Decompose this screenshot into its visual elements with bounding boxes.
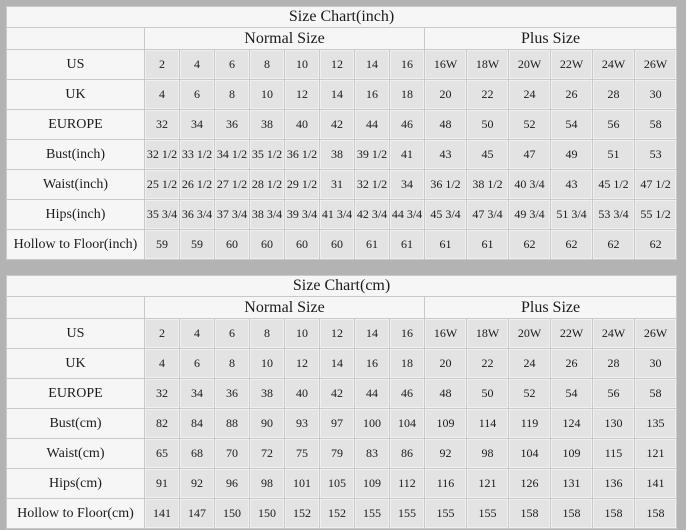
size-value-cell: 4 [180, 50, 215, 80]
size-value-cell: 97 [320, 409, 355, 439]
size-value-cell: 147 [180, 499, 215, 529]
size-value-cell: 29 1/2 [285, 170, 320, 200]
size-value-cell: 26W [635, 50, 677, 80]
size-value-cell: 44 [355, 379, 390, 409]
size-value-cell: 26 [551, 349, 593, 379]
size-group-header-row [7, 28, 677, 50]
size-value-cell: 43 [425, 140, 467, 170]
size-value-cell: 46 [390, 379, 425, 409]
size-value-cell: 33 1/2 [180, 140, 215, 170]
size-value-cell: 155 [425, 499, 467, 529]
size-value-cell: 8 [215, 349, 250, 379]
size-value-cell: 72 [250, 439, 285, 469]
size-value-cell: 12 [320, 50, 355, 80]
size-value-cell: 39 3/4 [285, 200, 320, 230]
size-value-cell: 75 [285, 439, 320, 469]
size-value-cell: 51 [593, 140, 635, 170]
corner-cell [7, 28, 145, 50]
size-value-cell: 24W [593, 319, 635, 349]
table-separator [6, 260, 686, 275]
size-chart-inch-body [7, 50, 677, 260]
size-value-cell: 42 [320, 110, 355, 140]
size-value-cell: 79 [320, 439, 355, 469]
table-row [7, 200, 677, 230]
size-group-header-row [7, 297, 677, 319]
size-value-cell: 62 [551, 230, 593, 260]
size-value-cell: 22 [467, 349, 509, 379]
table-row [7, 50, 677, 80]
table-row [7, 469, 677, 499]
size-value-cell: 121 [635, 439, 677, 469]
size-value-cell: 50 [467, 379, 509, 409]
row-label: UK [7, 349, 145, 379]
size-value-cell: 22W [551, 50, 593, 80]
size-value-cell: 34 [180, 110, 215, 140]
row-label: Hollow to Floor(inch) [7, 230, 145, 260]
size-value-cell: 62 [635, 230, 677, 260]
size-value-cell: 24 [509, 349, 551, 379]
size-value-cell: 18W [467, 319, 509, 349]
size-value-cell: 20W [509, 50, 551, 80]
size-value-cell: 16 [390, 50, 425, 80]
size-value-cell: 16 [355, 80, 390, 110]
size-value-cell: 8 [250, 319, 285, 349]
size-value-cell: 10 [250, 349, 285, 379]
size-value-cell: 16 [355, 349, 390, 379]
table-row [7, 110, 677, 140]
size-value-cell: 52 [509, 379, 551, 409]
size-value-cell: 16W [425, 50, 467, 80]
size-value-cell: 109 [425, 409, 467, 439]
size-value-cell: 26 1/2 [180, 170, 215, 200]
size-value-cell: 150 [215, 499, 250, 529]
size-value-cell: 60 [215, 230, 250, 260]
size-value-cell: 38 [250, 379, 285, 409]
size-value-cell: 4 [145, 349, 180, 379]
size-value-cell: 10 [285, 50, 320, 80]
group-header-normal-size: Normal Size [145, 297, 425, 319]
size-value-cell: 20W [509, 319, 551, 349]
size-value-cell: 109 [551, 439, 593, 469]
size-value-cell: 58 [635, 379, 677, 409]
size-value-cell: 28 [593, 349, 635, 379]
size-value-cell: 98 [250, 469, 285, 499]
size-value-cell: 56 [593, 379, 635, 409]
size-value-cell: 35 3/4 [145, 200, 180, 230]
size-value-cell: 131 [551, 469, 593, 499]
size-chart-cm-table [6, 275, 677, 529]
size-value-cell: 45 1/2 [593, 170, 635, 200]
size-value-cell: 40 3/4 [509, 170, 551, 200]
size-value-cell: 40 [285, 379, 320, 409]
size-value-cell: 141 [635, 469, 677, 499]
size-value-cell: 30 [635, 80, 677, 110]
size-chart-cm-body [7, 319, 677, 529]
size-value-cell: 109 [355, 469, 390, 499]
size-value-cell: 52 [509, 110, 551, 140]
size-value-cell: 36 [215, 110, 250, 140]
group-header-plus-size: Plus Size [425, 297, 677, 319]
size-value-cell: 18 [390, 80, 425, 110]
size-value-cell: 88 [215, 409, 250, 439]
size-value-cell: 42 3/4 [355, 200, 390, 230]
size-value-cell: 42 [320, 379, 355, 409]
size-value-cell: 12 [285, 80, 320, 110]
size-value-cell: 44 [355, 110, 390, 140]
corner-cell [7, 297, 145, 319]
row-label: Waist(cm) [7, 439, 145, 469]
size-value-cell: 53 3/4 [593, 200, 635, 230]
size-value-cell: 93 [285, 409, 320, 439]
size-value-cell: 155 [390, 499, 425, 529]
size-value-cell: 91 [145, 469, 180, 499]
size-value-cell: 86 [390, 439, 425, 469]
size-value-cell: 44 3/4 [390, 200, 425, 230]
size-value-cell: 32 1/2 [355, 170, 390, 200]
row-label: US [7, 50, 145, 80]
size-value-cell: 155 [467, 499, 509, 529]
size-value-cell: 53 [635, 140, 677, 170]
size-value-cell: 61 [355, 230, 390, 260]
size-value-cell: 8 [250, 50, 285, 80]
size-value-cell: 36 1/2 [285, 140, 320, 170]
size-value-cell: 25 1/2 [145, 170, 180, 200]
table-row [7, 140, 677, 170]
row-label: UK [7, 80, 145, 110]
size-value-cell: 101 [285, 469, 320, 499]
size-chart-inch-table [6, 6, 677, 260]
size-value-cell: 4 [180, 319, 215, 349]
size-value-cell: 150 [250, 499, 285, 529]
size-value-cell: 55 1/2 [635, 200, 677, 230]
table-row [7, 170, 677, 200]
size-value-cell: 121 [467, 469, 509, 499]
row-label: US [7, 319, 145, 349]
table-row [7, 499, 677, 529]
size-value-cell: 18 [390, 349, 425, 379]
size-value-cell: 30 [635, 349, 677, 379]
size-value-cell: 158 [635, 499, 677, 529]
size-value-cell: 96 [215, 469, 250, 499]
size-value-cell: 84 [180, 409, 215, 439]
size-value-cell: 48 [425, 110, 467, 140]
size-value-cell: 36 3/4 [180, 200, 215, 230]
size-value-cell: 6 [215, 319, 250, 349]
size-value-cell: 104 [390, 409, 425, 439]
size-value-cell: 20 [425, 349, 467, 379]
size-value-cell: 124 [551, 409, 593, 439]
size-value-cell: 2 [145, 319, 180, 349]
size-value-cell: 130 [593, 409, 635, 439]
size-value-cell: 43 [551, 170, 593, 200]
row-label: Bust(cm) [7, 409, 145, 439]
size-value-cell: 39 1/2 [355, 140, 390, 170]
size-value-cell: 46 [390, 110, 425, 140]
size-value-cell: 4 [145, 80, 180, 110]
size-value-cell: 31 [320, 170, 355, 200]
table-row [7, 409, 677, 439]
size-value-cell: 16W [425, 319, 467, 349]
size-value-cell: 14 [320, 80, 355, 110]
size-value-cell: 26 [551, 80, 593, 110]
group-header-plus-size: Plus Size [425, 28, 677, 50]
size-value-cell: 45 3/4 [425, 200, 467, 230]
size-value-cell: 49 3/4 [509, 200, 551, 230]
table-row [7, 230, 677, 260]
row-label: EUROPE [7, 379, 145, 409]
size-value-cell: 22 [467, 80, 509, 110]
size-value-cell: 62 [509, 230, 551, 260]
table-title: Size Chart(inch) [7, 7, 677, 28]
size-value-cell: 41 [390, 140, 425, 170]
size-value-cell: 35 1/2 [250, 140, 285, 170]
size-value-cell: 10 [250, 80, 285, 110]
size-value-cell: 59 [180, 230, 215, 260]
size-value-cell: 152 [320, 499, 355, 529]
size-value-cell: 38 3/4 [250, 200, 285, 230]
size-value-cell: 158 [509, 499, 551, 529]
size-value-cell: 48 [425, 379, 467, 409]
size-value-cell: 20 [425, 80, 467, 110]
size-value-cell: 49 [551, 140, 593, 170]
size-value-cell: 40 [285, 110, 320, 140]
size-value-cell: 126 [509, 469, 551, 499]
size-value-cell: 27 1/2 [215, 170, 250, 200]
size-value-cell: 14 [355, 319, 390, 349]
size-value-cell: 60 [320, 230, 355, 260]
row-label: Hips(cm) [7, 469, 145, 499]
size-value-cell: 119 [509, 409, 551, 439]
size-value-cell: 152 [285, 499, 320, 529]
size-value-cell: 61 [467, 230, 509, 260]
size-value-cell: 6 [215, 50, 250, 80]
table-row [7, 379, 677, 409]
size-value-cell: 6 [180, 80, 215, 110]
size-value-cell: 12 [320, 319, 355, 349]
size-value-cell: 83 [355, 439, 390, 469]
size-value-cell: 61 [390, 230, 425, 260]
size-value-cell: 32 1/2 [145, 140, 180, 170]
size-value-cell: 135 [635, 409, 677, 439]
size-value-cell: 68 [180, 439, 215, 469]
size-value-cell: 28 1/2 [250, 170, 285, 200]
size-value-cell: 62 [593, 230, 635, 260]
size-value-cell: 158 [551, 499, 593, 529]
size-value-cell: 18W [467, 50, 509, 80]
table-title: Size Chart(cm) [7, 276, 677, 297]
size-value-cell: 6 [180, 349, 215, 379]
size-value-cell: 22W [551, 319, 593, 349]
size-value-cell: 47 3/4 [467, 200, 509, 230]
size-value-cell: 54 [551, 110, 593, 140]
table-title-row [7, 7, 677, 28]
size-value-cell: 104 [509, 439, 551, 469]
size-value-cell: 82 [145, 409, 180, 439]
size-value-cell: 90 [250, 409, 285, 439]
row-label: EUROPE [7, 110, 145, 140]
table-title-row [7, 276, 677, 297]
table-row [7, 349, 677, 379]
size-value-cell: 158 [593, 499, 635, 529]
size-value-cell: 116 [425, 469, 467, 499]
size-value-cell: 12 [285, 349, 320, 379]
size-value-cell: 58 [635, 110, 677, 140]
row-label: Hips(inch) [7, 200, 145, 230]
size-value-cell: 14 [320, 349, 355, 379]
size-value-cell: 136 [593, 469, 635, 499]
size-value-cell: 115 [593, 439, 635, 469]
group-header-normal-size: Normal Size [145, 28, 425, 50]
size-value-cell: 26W [635, 319, 677, 349]
size-value-cell: 114 [467, 409, 509, 439]
size-value-cell: 38 [250, 110, 285, 140]
size-value-cell: 56 [593, 110, 635, 140]
size-value-cell: 32 [145, 110, 180, 140]
size-value-cell: 100 [355, 409, 390, 439]
size-value-cell: 112 [390, 469, 425, 499]
size-value-cell: 24 [509, 80, 551, 110]
size-value-cell: 14 [355, 50, 390, 80]
size-value-cell: 45 [467, 140, 509, 170]
size-value-cell: 41 3/4 [320, 200, 355, 230]
size-value-cell: 34 [390, 170, 425, 200]
size-value-cell: 28 [593, 80, 635, 110]
size-value-cell: 155 [355, 499, 390, 529]
size-value-cell: 37 3/4 [215, 200, 250, 230]
size-value-cell: 105 [320, 469, 355, 499]
row-label: Waist(inch) [7, 170, 145, 200]
size-value-cell: 47 [509, 140, 551, 170]
table-row [7, 439, 677, 469]
size-value-cell: 10 [285, 319, 320, 349]
size-value-cell: 92 [425, 439, 467, 469]
size-value-cell: 92 [180, 469, 215, 499]
size-value-cell: 38 [320, 140, 355, 170]
size-value-cell: 54 [551, 379, 593, 409]
size-value-cell: 65 [145, 439, 180, 469]
size-value-cell: 8 [215, 80, 250, 110]
size-value-cell: 59 [145, 230, 180, 260]
row-label: Bust(inch) [7, 140, 145, 170]
size-value-cell: 38 1/2 [467, 170, 509, 200]
size-value-cell: 16 [390, 319, 425, 349]
size-value-cell: 98 [467, 439, 509, 469]
size-value-cell: 34 [180, 379, 215, 409]
size-value-cell: 70 [215, 439, 250, 469]
size-value-cell: 61 [425, 230, 467, 260]
size-value-cell: 141 [145, 499, 180, 529]
table-row [7, 80, 677, 110]
size-value-cell: 60 [285, 230, 320, 260]
size-value-cell: 60 [250, 230, 285, 260]
size-value-cell: 50 [467, 110, 509, 140]
size-value-cell: 51 3/4 [551, 200, 593, 230]
size-value-cell: 36 1/2 [425, 170, 467, 200]
table-row [7, 319, 677, 349]
size-value-cell: 36 [215, 379, 250, 409]
size-value-cell: 47 1/2 [635, 170, 677, 200]
size-value-cell: 34 1/2 [215, 140, 250, 170]
size-value-cell: 24W [593, 50, 635, 80]
size-value-cell: 2 [145, 50, 180, 80]
size-value-cell: 32 [145, 379, 180, 409]
row-label: Hollow to Floor(cm) [7, 499, 145, 529]
